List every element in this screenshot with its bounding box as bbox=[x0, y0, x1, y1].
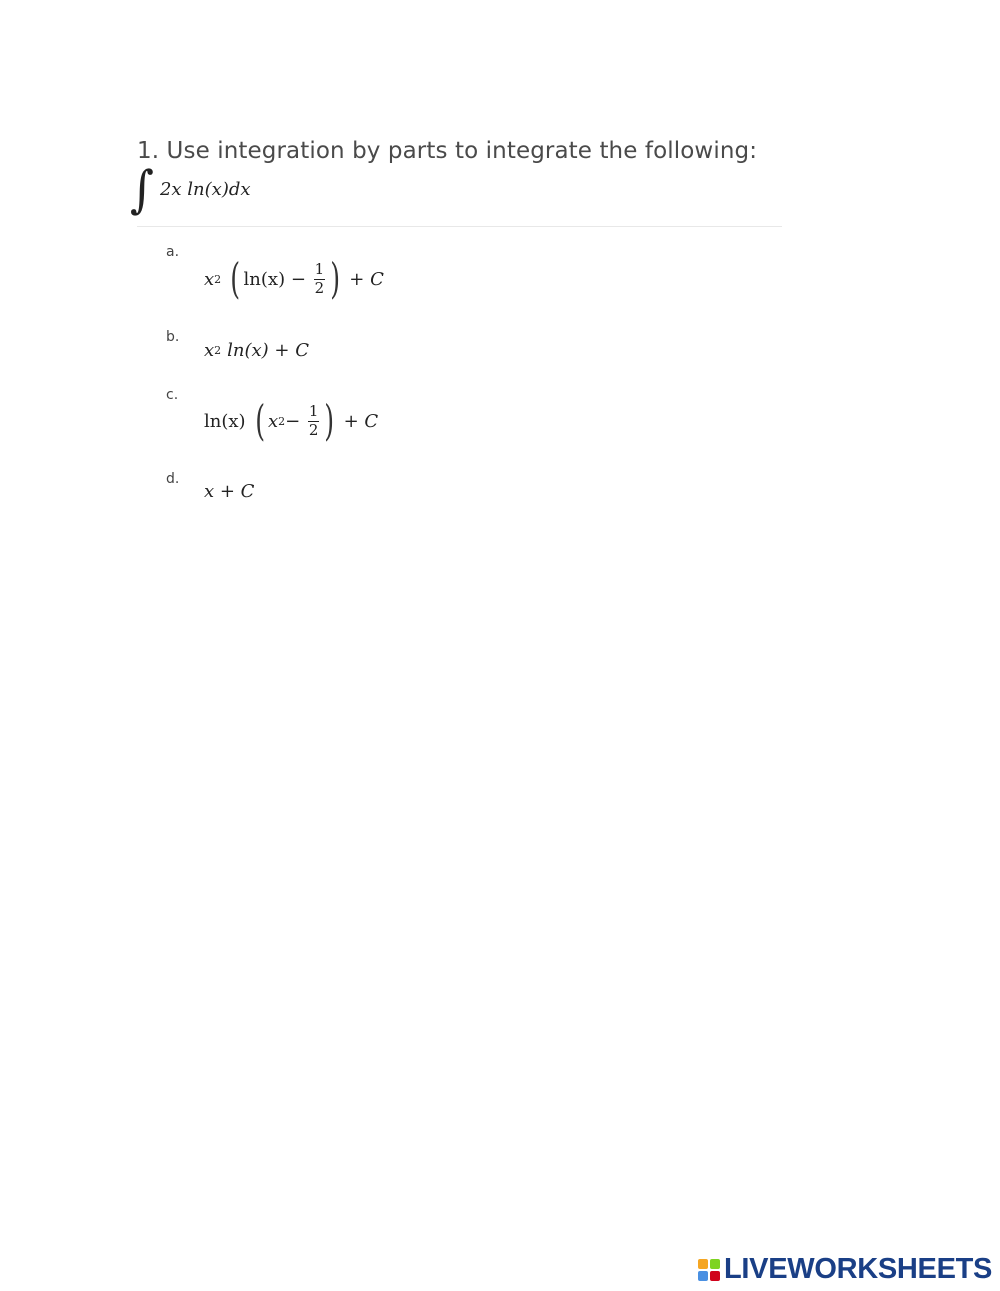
left-paren: ( bbox=[254, 396, 265, 445]
right-paren: ) bbox=[324, 396, 335, 445]
option-c-letter[interactable]: c. bbox=[166, 387, 179, 403]
logo-square-3 bbox=[698, 1271, 708, 1281]
logo-square-2 bbox=[710, 1259, 720, 1269]
option-b-text: ln(x) + C bbox=[227, 340, 309, 361]
liveworksheets-logo bbox=[698, 1255, 992, 1284]
option-c-fraction bbox=[308, 401, 319, 439]
option-c-prefix: ln(x) bbox=[204, 410, 246, 432]
integrand: 2x ln(x)dx bbox=[159, 178, 251, 200]
question-integral bbox=[130, 159, 251, 219]
option-c-base: x bbox=[267, 410, 279, 432]
option-d-expression[interactable] bbox=[204, 481, 254, 502]
left-paren: ( bbox=[230, 254, 241, 303]
question-divider bbox=[137, 226, 782, 227]
option-c-exponent: 2 bbox=[278, 414, 286, 428]
fraction-denominator: 2 bbox=[308, 420, 319, 439]
fraction-denominator: 2 bbox=[314, 278, 325, 297]
option-b-letter[interactable]: b. bbox=[166, 329, 180, 345]
logo-square-1 bbox=[698, 1259, 708, 1269]
option-a-suffix: + C bbox=[349, 268, 384, 290]
option-d-letter[interactable]: d. bbox=[166, 471, 180, 487]
option-a-exponent: 2 bbox=[214, 272, 222, 286]
right-paren: ) bbox=[330, 254, 341, 303]
option-c-inner: − bbox=[285, 410, 301, 432]
option-c-suffix: + C bbox=[343, 410, 379, 432]
option-a-fraction bbox=[314, 259, 325, 297]
option-c-expression[interactable] bbox=[204, 396, 379, 445]
logo-icon bbox=[698, 1259, 720, 1281]
option-a-inner: ln(x) − bbox=[243, 268, 306, 290]
option-a-base: x bbox=[204, 268, 215, 290]
option-d-text: x + C bbox=[204, 481, 255, 502]
option-b-exponent: 2 bbox=[214, 344, 222, 357]
question-title: 1. Use integration by parts to integrate the following: bbox=[137, 138, 758, 164]
integral-sign: ∫ bbox=[130, 159, 154, 219]
option-a-expression[interactable] bbox=[204, 254, 384, 303]
logo-text: LIVEWORKSHEETS bbox=[724, 1253, 993, 1285]
logo-square-4 bbox=[710, 1271, 720, 1281]
option-b-base: x bbox=[204, 340, 215, 361]
fraction-numerator: 1 bbox=[314, 259, 325, 278]
option-b-expression[interactable] bbox=[204, 340, 309, 361]
fraction-numerator: 1 bbox=[308, 401, 319, 420]
option-a-letter[interactable]: a. bbox=[166, 244, 180, 260]
